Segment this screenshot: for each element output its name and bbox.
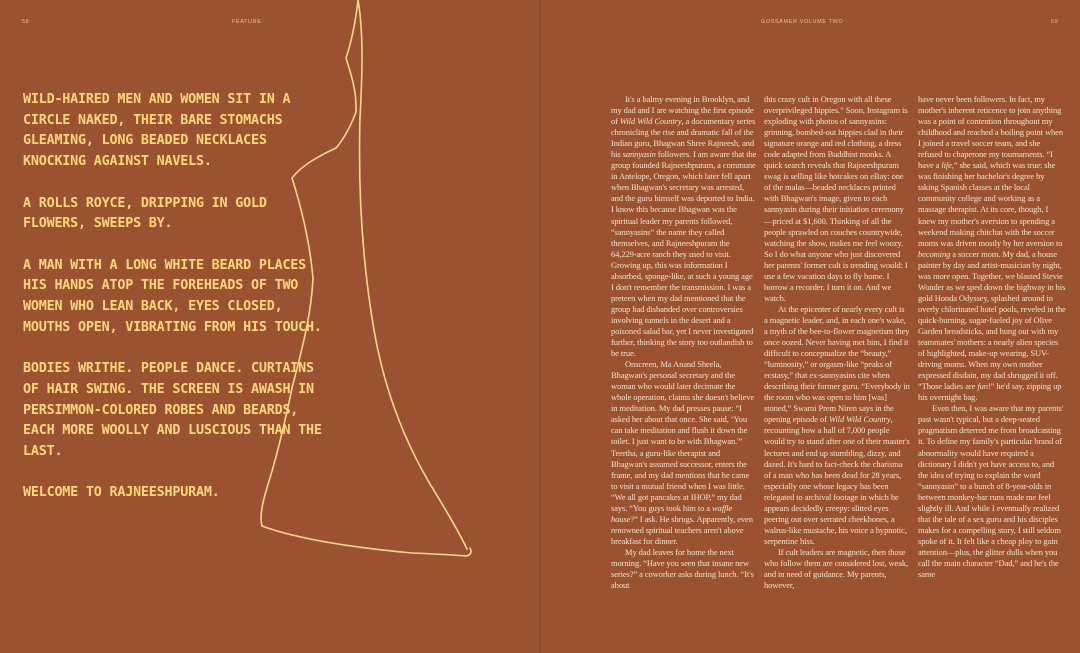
article-paragraph: It's a balmy evening in Brooklyn, and my dad and I are watching the first episode of Wild Wild Country, a documentary series chronicling the rise and dramatic fall of the Indian guru, Bhagwan Shree Rajneesh, and his sannyasin followers. I am aware that the group founded Rajneeshpuram, a commune in Antelope, Oregon, which later fell apart when Bhagwan's secretary was arrested, and the guru himself was deported to India. I know this because Bhagwan was the spiritual leader my parents followed, “sannyasins” the name they called themselves, and Rajneeshpuram the 64,229-acre ranch they used to visit. Growing up, this was information I absorbed, sponge-like, at such a young age I don't remember the transmission. I was a preteen when my dad mentioned that the group had disbanded over controversies involving tunnels in the desert and a poisoned salad bar, yet I never investigated further, thinking the story too outlandish to be true. <box>611 94 757 359</box>
left-section-label: FEATURE <box>232 19 262 25</box>
article-paragraph: My dad leaves for home the next morning. “Have you seen that insane new series?” a coworker asks during lunch. “It's about <box>611 546 754 591</box>
left-page-number: 58 <box>22 19 30 25</box>
article-paragraph: have never been followers. In fact, my mother's inherent reticence to join anything was a point of contention throughout my childhood and reached a boiling point when I joined a travel soccer team, and she refused to chaperone my tournaments. “I have a life,” she said, which was true: she was finishing her bachelor's degree by taking Spanish classes at the local community college and working as a massage therapist. At its core, though, I knew my mother's aversion to spending a weekend making chitchat with the soccer moms was driven mostly by her aversion to becoming a soccer mom. My dad, a house painter by day and artist-musician by night, was more open. Together, we blasted Stevie Wonder as we sped down the highway in his gold Honda Odyssey, splashed around in overly chlorinated hotel pools, reveled in the quick-burning, sugar-fueled joy of Olive Garden breadsticks, and hung out with my teammates' mothers: a nearly alien species of highlighted, make-up wearing, SUV-driving moms. When my own mother expressed disdain, my dad shrugged it off. “Those ladies are fun!” he'd say, zipping up his overnight bag. <box>918 94 1066 403</box>
article-paragraph: Even then, I was aware that my parents' past wasn't typical, but a deep-seated pragmatism deterred me from broadcasting it. To define my family's particular brand of abnormality would have required a dictionary I didn't yet have access to, and the idea of trying to explain the word “sannyasin” to a bunch of 8-year-olds in between monkey-bar runs made me feel slightly ill. And while I eventually realized that the tale of a sex guru and his disciples makes for a compelling story, I still seldom spoke of it. It felt like a cheap ploy to gain attention—plus, the glitter dulls when you call the main character “Dad,” and he's the same <box>918 403 1064 580</box>
gutter-fold <box>539 0 541 653</box>
pull-quote-paragraph: A MAN WITH A LONG WHITE BEARD PLACES HIS HANDS ATOP THE FOREHEADS OF TWO WOMEN WHO LEAN BACK, EYES CLOSED, MOUTHS OPEN, VIBRATING FROM HIS TOUCH. <box>23 257 322 335</box>
article-paragraph: Onscreen, Ma Anand Sheela, Bhagwan's personal secretary and the woman who would later decimate the whole operation, claims she doesn't believe in meditation. My dad presses pause: “I asked her about that once. She said, ‘You can take meditation and flush it down the toilet. I just want to be with Bhagwan.'” Teertha, a guru-like therapist and Bhagwan's assumed successor, enters the frame, and my dad mentions that he came to visit a mutual friend when I was little. “We all got pancakes at IHOP,” my dad says. “You guys took him to a waffle house?” I ask. He shrugs. Apparently, even renowned spiritual teachers aren't above breakfast for dinner. <box>611 359 755 546</box>
article-column-3 <box>918 94 1066 580</box>
pull-quote-paragraph: BODIES WRITHE. PEOPLE DANCE. CURTAINS OF HAIR SWING. THE SCREEN IS AWASH IN PERSIMMON-COLORED ROBES AND BEARDS, EACH MORE WOOLLY AND LUSCIOUS THAN THE LAST. <box>23 361 322 459</box>
pull-quote-paragraph: WELCOME TO RAJNEESHPURAM. <box>23 485 220 501</box>
article-paragraph: At the epicenter of nearly every cult is a magnetic leader, and, in each one's wake, a myth of the bee-to-flower magnetism they once oozed. Never having met him, I find it difficult to conceptualize the “beauty,” “luminosity,” or orgasm-like “peaks of ecstasy,” that ex-sannyasins cite when describing their former guru. “Everybody in the room who was open to him [was] stoned,” Swami Prem Niren says in the opening episode of Wild Wild Country, recounting how a hall of 7,000 people would try to stand after one of their master's lectures and end up stumbling, dizzy, and dazed. It's hard to fact-check the charisma of a man who has been dead for 28 years, especially one whose legacy has been relegated to archival footage in which he appears decidedly creepy: slitted eyes peering out over serrated cheekbones, a walrus-like mustache, his voice a hypnotic, serpentine hiss. <box>764 303 910 546</box>
article-paragraph: If cult leaders are magnetic, then those who follow them are considered lost, weak, and in need of guidance. My parents, however, <box>764 546 909 591</box>
magazine-title-label: GOSSAMER VOLUME TWO <box>761 19 844 25</box>
pull-quote-paragraph: A ROLLS ROYCE, DRIPPING IN GOLD FLOWERS, SWEEPS BY. <box>23 195 267 232</box>
pull-quote <box>23 90 323 504</box>
article-paragraph: this crazy cult in Oregon with all these overprivileged hippies.” Soon, Instagram is exploding with photos of sannyasins: grinning, bombed-out hippies clad in their signature orange and red clothing, a dress code adapted from Buddhist monks. A quick search reveals that Rajneeshpuram swag is selling like hotcakes on eBay: one of the malas—beaded necklaces printed with Bhagwan's image, given to each sannyasin during their initiation ceremony—priced at $1,600. Thinking of all the people sprawled on couches countrywide, watching the show, makes me feel woozy. So I do what anyone who just discovered her parents' former cult is trending would: I use a few vacation days to fly home. I borrow a recorder. I turn it on. And we watch. <box>764 94 908 303</box>
right-page-number: 59 <box>1051 19 1059 25</box>
article-column-1 <box>611 94 757 591</box>
pull-quote-paragraph: WILD-HAIRED MEN AND WOMEN SIT IN A CIRCLE NAKED, THEIR BARE STOMACHS GLEAMING, LONG BEADED NECKLACES KNOCKING AGAINST NAVELS. <box>23 92 291 170</box>
article-column-2 <box>764 94 910 591</box>
